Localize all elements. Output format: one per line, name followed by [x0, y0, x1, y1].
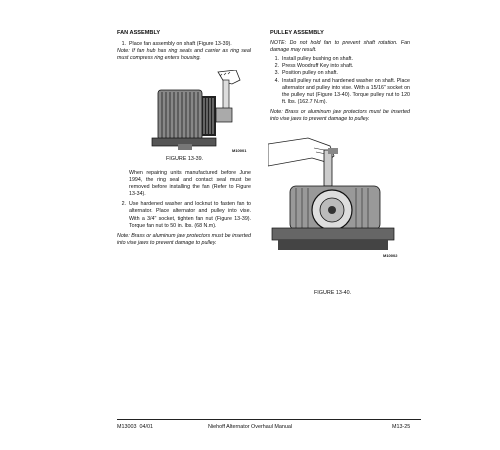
footer-rule: [117, 419, 421, 420]
fan-note-1: Note: If fan hub has ring seals and carrier as ring seal must compress ring enters housing.: [117, 48, 251, 62]
pulley-step: [270, 70, 410, 77]
pulley-note-1: NOTE: Do not hold fan to prevent shaft rotation. Fan damage may result.: [270, 40, 410, 54]
fan-step-1: [117, 41, 251, 48]
pulley-assembly-heading: PULLEY ASSEMBLY: [270, 30, 324, 36]
pulley-steps: [270, 56, 410, 106]
pulley-step: [270, 63, 410, 70]
left-column-lower: [117, 170, 251, 247]
step-text: Install pulley nut and hardened washer on shaft. Place alternator and pulley into vise. With a 15/16" socket on the pulley nut (Figure 13-40). Torque pulley nut to 120 ft. lbs. (162.7 N.m).: [282, 77, 410, 105]
step-number: 2.: [274, 63, 279, 70]
fan-note-2: Note: Brass or aluminum jaw protectors must be inserted into vise jaws to prevent damage to pulley.: [117, 232, 251, 246]
footer-title: Niehoff Alternator Overhaul Manual: [208, 424, 293, 430]
figure-13-39-code: M10001: [232, 148, 247, 153]
step-text: Press Woodruff Key into shaft.: [282, 63, 354, 70]
footer-page-number: M13-25: [392, 424, 411, 430]
figure-13-40-caption: FIGURE 13-40.: [314, 290, 352, 296]
step-text: Use hardened washer and locknut to fasten fan to alternator. Place alternator and pulley into vise. With a 3/4" socket, tighten fan nut (Figure 13-39). Torque fan nut to 50 in. lbs. (68 N.m).: [129, 201, 251, 229]
step-number: 1.: [274, 56, 279, 63]
fan-assembly-heading: FAN ASSEMBLY: [117, 30, 161, 36]
step-number: 1.: [121, 41, 126, 48]
step-text: Install pulley bushing on shaft.: [282, 56, 353, 63]
step-number: 3.: [274, 70, 279, 77]
step-number: 2.: [121, 201, 126, 208]
left-column: [117, 30, 251, 62]
pulley-note-2: Note: Brass or aluminum jaw protectors must be inserted into vise jaws to prevent damage to pulley.: [270, 108, 410, 123]
footer-doc-id: M13003 04/01: [117, 424, 153, 430]
pulley-step: [270, 56, 410, 63]
pre-1994-note: When repairing units manufactured before June 1994, the ring seal and contact seal must be removed before installing the fan (Refer to Figure 13-34).: [129, 170, 251, 198]
figure-13-40-code: M10002: [383, 253, 398, 258]
step-text: Position pulley on shaft.: [282, 70, 338, 77]
fan-step-2: [117, 201, 251, 229]
figure-13-40: [268, 136, 398, 258]
pulley-step: [270, 78, 410, 106]
figure-13-39-caption: FIGURE 13-39.: [166, 156, 204, 162]
step-number: 4.: [274, 77, 279, 84]
figure-13-39: [148, 70, 248, 152]
step-text: Place fan assembly on shaft (Figure 13-39).: [129, 41, 232, 48]
right-column: [270, 30, 410, 123]
